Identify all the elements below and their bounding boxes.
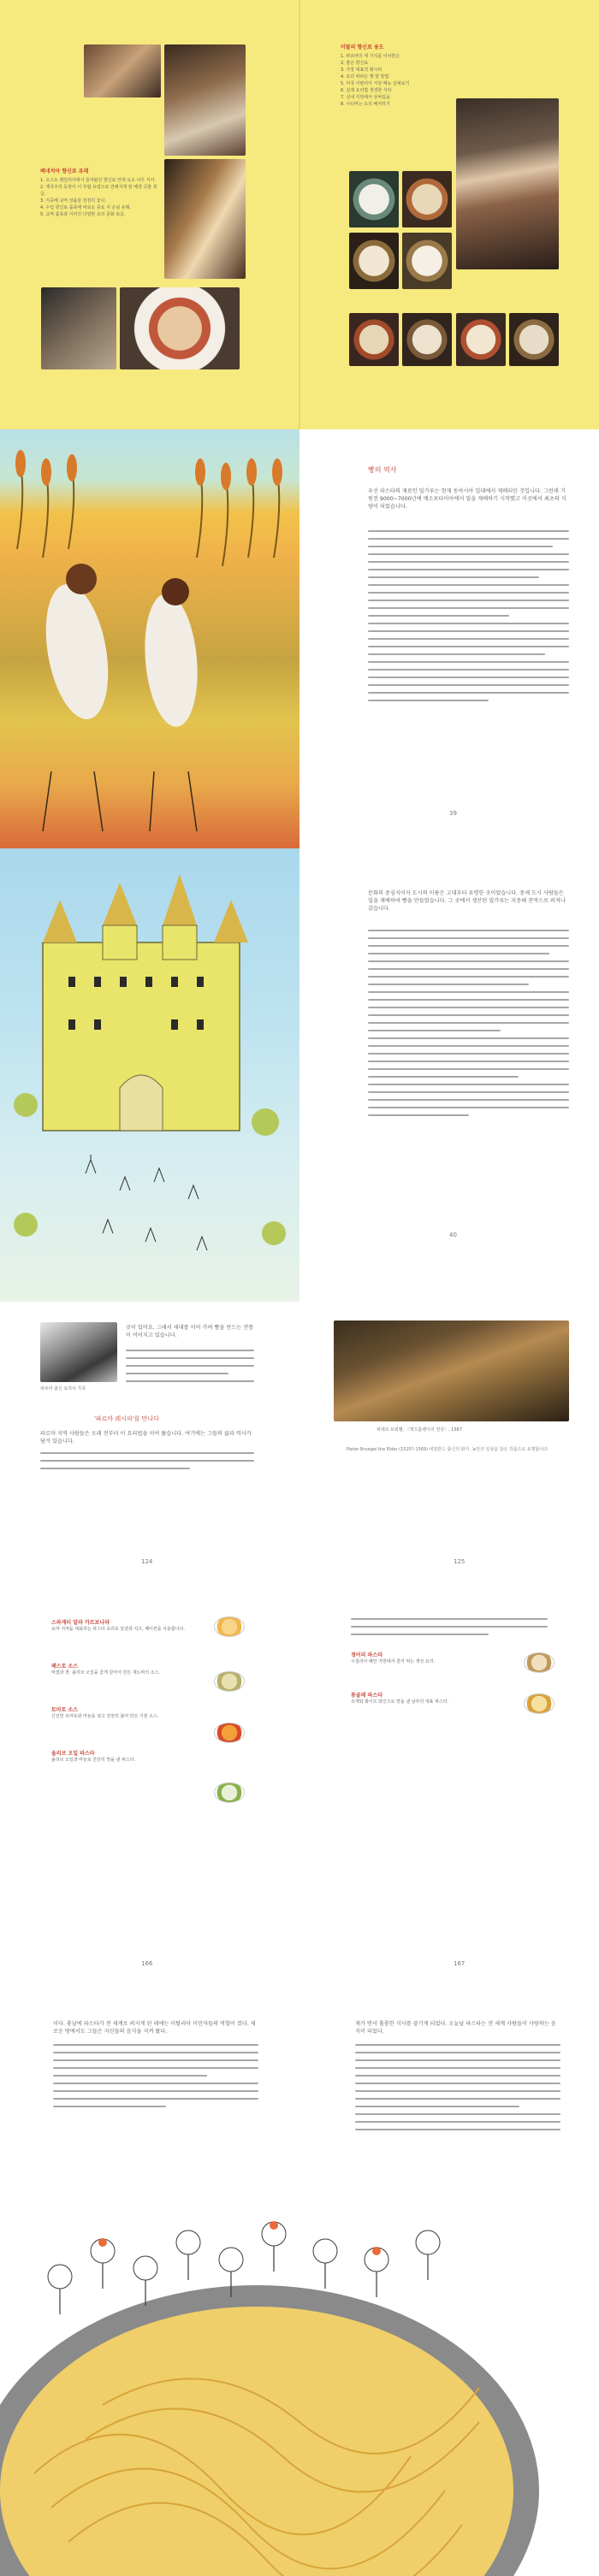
page-number: 40 [449, 1232, 457, 1238]
dish-icon-oil [214, 1782, 245, 1803]
right-page-text [300, 429, 599, 848]
spaghetti-spread [0, 1994, 599, 2576]
photo-dish-7 [456, 313, 506, 366]
right-page-text [300, 848, 599, 1302]
dish-icon-sardine [524, 1652, 555, 1673]
painting-bruegel [334, 1320, 569, 1421]
illustration-castle-town [0, 848, 300, 1302]
body-paragraph: 문화의 중심지이자 도시의 이름은 고대부터 유명한 곳이었습니다. 중세 도시 사람들은 밀을 재배하여 빵을 만들었습니다. 그 곳에서 생산된 밀가루는 지중해 전역으로 퍼져나갔습니다. [368, 890, 566, 912]
section-heading: 빵의 역사 [368, 466, 397, 474]
photo-dish-2 [402, 171, 452, 227]
recipe-entry [51, 1749, 248, 1764]
caption-item: 4. 요리 따라온 옛 향 방법 [341, 74, 389, 80]
spaghetti-illustration-svg [0, 2131, 599, 2576]
recipe-text: 올리브 오일과 마늘로 간단히 맛을 낸 파스타. [51, 1758, 136, 1763]
left-caption-title: 베네치아 향신료 유래 [40, 168, 89, 174]
caption-item: 8. 나눠먹는 요리 배치하기 [341, 102, 390, 107]
caption-item: 5. 교역 품목과 이어진 다양한 조리 문화 보급. [40, 212, 126, 217]
left-caption [40, 167, 160, 218]
photo-caption: 파르마 출신 요리사 가족 [40, 1386, 86, 1391]
dish-icon-vongole [524, 1693, 555, 1714]
recipe-title: 스파게티 알라 카르보나라 [51, 1620, 110, 1626]
left-body-text-block [53, 2044, 258, 2113]
body-text-block [368, 930, 569, 1122]
photo-kitchen [84, 44, 161, 97]
caption-item: 2. 좋은 향신료 [341, 61, 369, 66]
recipe-title: 페스토 소스 [51, 1663, 79, 1669]
recipe-title: 올리브 오일 파스타 [51, 1751, 95, 1757]
photo-family-portrait [456, 98, 559, 269]
body-text-block [40, 1452, 254, 1475]
recipe-text: 조개와 화이트 와인으로 맛을 낸 남부의 대표 파스타. [351, 1699, 449, 1705]
recipe-title: 정어리 파스타 [351, 1652, 383, 1658]
right-caption-list [341, 53, 452, 108]
photo-chef-portrait [40, 1322, 117, 1382]
body-text-block [368, 530, 569, 707]
page-number-left: 166 [141, 1960, 153, 1967]
caption-item: 6. 실제 요리법 생생한 식탁 [341, 88, 392, 93]
caption-item: 1. 파르마의 세 가지를 이어받은 [341, 54, 400, 59]
wheat-spread [0, 429, 599, 848]
photo-dining [164, 159, 246, 279]
page-number-right: 125 [454, 1558, 466, 1565]
body-paragraph: 파르마 지역 사람들은 오래 전부터 이 요리법을 이어 왔습니다. 여기에는 그들의 삶과 역사가 담겨 있습니다. [40, 1431, 252, 1445]
painting-caption: 피테르 브뢰헬, 〈게으름뱅이의 천국〉, 1567 [377, 1427, 462, 1433]
recipe-text: 시칠리아 해안 지방에서 즐겨 먹는 생선 요리. [351, 1659, 436, 1664]
recipe-text: 신선한 토마토와 마늘을 넣고 천천히 끓여 만든 기본 소스. [51, 1714, 159, 1719]
right-caption-title: 이탈리 향신료 용도 [341, 44, 384, 50]
dish-icon-pesto [214, 1671, 245, 1692]
photo-dish-3 [349, 233, 399, 289]
photo-dish-4 [402, 233, 452, 289]
photo-dish-5 [349, 313, 399, 366]
photo-spread [0, 0, 599, 429]
history-spread [0, 1302, 599, 1592]
photo-dish-8 [509, 313, 559, 366]
left-caption-list [40, 177, 160, 218]
intro-text-block [126, 1350, 254, 1388]
wheat-illustration-svg [0, 429, 300, 848]
photo-cooking [164, 44, 246, 156]
caption-item: 7. 실내 식탁에서 상차림을 [341, 95, 390, 100]
caption-item: 1. 오스트 레일리아에서 들어왔던 향신료 연대 요소 나무 식사. [40, 178, 156, 183]
recipe-title: 봉골레 파스타 [351, 1693, 383, 1699]
recipe-entry [51, 1705, 248, 1720]
illustration-wheat-harvest [0, 429, 300, 848]
right-body-paragraph: 재가 면서 훌륭한 식사를 즐기게 되었다. 오늘날 파스타는 전 세계 사람들이 사랑하는 음식이 되었다. [355, 2021, 556, 2035]
castle-illustration-svg [0, 848, 300, 1302]
footnote-text: Pieter Bruegel the Elder (1525?-1569) 네덜란드 출신의 화가. 농민의 일상을 담은 작품으로 유명합니다. [347, 1447, 549, 1452]
dish-icon-tomato [214, 1722, 245, 1743]
photo-table [41, 287, 116, 369]
dish-icon-carbonara [214, 1616, 245, 1637]
body-paragraph: 우선 파스타의 재료인 밀가루는 현재 동아시아 일대에서 재배되던 것입니다. 그런데 기원전 9000~7000년에 메소포타미아에서 밀을 재배하기 시작했고 이곳에서 최초의 식량이 되었습니다. [368, 488, 566, 510]
page-number-right: 167 [454, 1960, 466, 1967]
caption-item: 4. 수입 향신료 품목에 비로소 중요 식 손님 유래. [40, 205, 132, 210]
caption-item: 5. 미국 이탈리아 식당 메뉴 살펴보기 [341, 81, 410, 86]
recipe-text: 바질과 잣, 올리브 오일을 곱게 갈아서 만든 제노바의 소스. [51, 1670, 160, 1675]
recipe-title: 토마토 소스 [51, 1707, 79, 1713]
photo-dish-6 [402, 313, 452, 366]
page-gutter [299, 0, 300, 429]
photo-pasta-bowl [120, 287, 240, 369]
left-recipe-list [51, 1618, 248, 1764]
page-number-left: 124 [141, 1558, 153, 1565]
right-caption [341, 43, 452, 108]
right-body-text-block [355, 2044, 560, 2136]
caption-item: 3. 지중해 교역 상품들 천천히 놓다. [40, 198, 107, 204]
recipe-spread [0, 1592, 599, 1994]
caption-item: 3. 가장 대표적 레시피 [341, 68, 383, 73]
page-number: 39 [449, 810, 457, 817]
section-heading: '파르마 레시피'를 만나다 [94, 1415, 159, 1422]
recipe-text: 로마 지역을 대표하는 파스타 요리로 달걀과 치즈, 베이컨을 사용합니다. [51, 1627, 185, 1632]
left-body-paragraph: 이다. 훗날에 파스타가 전 세계로 퍼지게 된 데에는 이탈리아 이민자들의 역할이 컸다. 새로운 땅에서도 그들은 자신들의 음식을 지켜 왔다. [53, 2021, 256, 2035]
photo-dish-1 [349, 171, 399, 227]
illustration-spaghetti-plate [0, 2131, 599, 2576]
body-text-block [351, 1618, 548, 1635]
caption-item: 2. 제국주의 등장이 이 무렵 유럽으로 전해지게 된 배경 곡물 취급. [40, 185, 157, 197]
castle-spread [0, 848, 599, 1302]
intro-text: 곳이 있어요. 그래서 세대를 이어 가며 빵을 만드는 전통이 이어지고 있습니다. [126, 1325, 254, 1338]
